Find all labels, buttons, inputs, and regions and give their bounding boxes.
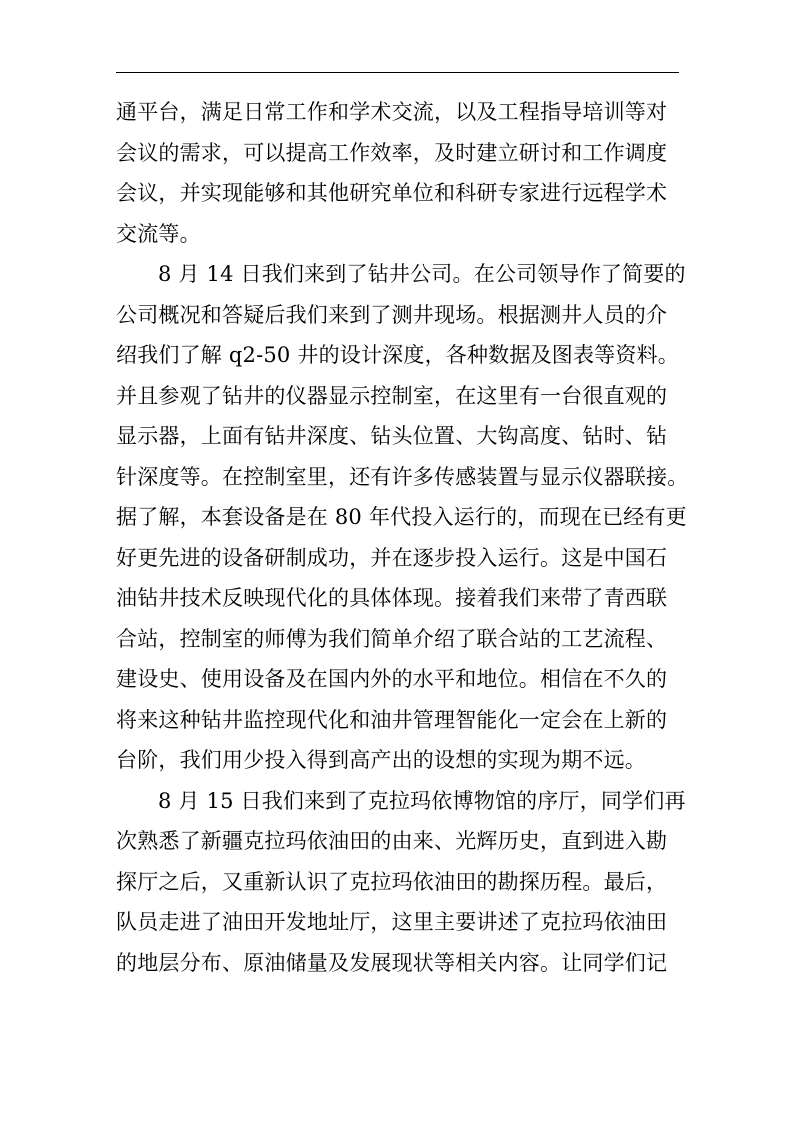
paragraph — [116, 254, 689, 781]
text-line: 队员走进了油田开发地址厅，这里主要讲述了克拉玛依油田 — [116, 910, 668, 934]
text-line: 针深度等。在控制室里，还有许多传感装置与显示仪器联接。 — [116, 464, 689, 489]
text-line: 据了解，本套设备是在 80 年代投入运行的，而现在已经有更 — [116, 505, 687, 529]
text-line: 的地层分布、原油储量及发展现状等相关内容。让同学们记 — [116, 950, 668, 975]
text-line: 油钻井技术反映现代化的具体体现。接着我们来带了青西联 — [116, 586, 668, 610]
page-body — [116, 92, 689, 983]
text-line: 并且参观了钻井的仪器显示控制室，在这里有一台很直观的 — [116, 383, 668, 408]
text-line: 通平台，满足日常工作和学术交流，以及工程指导培训等对 — [116, 100, 668, 124]
text-line: 建设史、使用设备及在国内外的水平和地位。相信在不久的 — [116, 667, 668, 691]
text-line: 将来这种钻井监控现代化和油井管理智能化一定会在上新的 — [116, 707, 668, 732]
text-line: 探厅之后，又重新认识了克拉玛依油田的勘探历程。最后， — [116, 869, 668, 894]
text-line: 会议，并实现能够和其他研究单位和科研专家进行远程学术 — [116, 181, 668, 205]
text-line: 公司概况和答疑后我们来到了测井现场。根据测井人员的介 — [116, 302, 668, 327]
text-line: 好更先进的设备研制成功，并在逐步投入运行。这是中国石 — [116, 545, 668, 570]
text-line: 会议的需求，可以提高工作效率，及时建立研讨和工作调度 — [116, 140, 668, 165]
text-line: 8 月 15 日我们来到了克拉玛依博物馆的序厅，同学们再 — [158, 788, 686, 813]
text-line: 合站，控制室的师傅为我们简单介绍了联合站的工艺流程、 — [116, 626, 668, 651]
text-line: 绍我们了解 q2-50 井的设计深度，各种数据及图表等资料。 — [116, 343, 679, 367]
header-rule — [116, 72, 679, 73]
text-line: 次熟悉了新疆克拉玛依油田的由来、光辉历史，直到进入勘 — [116, 829, 668, 853]
text-line: 显示器，上面有钻井深度、钻头位置、大钩高度、钻时、钻 — [116, 424, 668, 448]
paragraph — [116, 781, 686, 984]
text-line: 交流等。 — [116, 221, 201, 246]
text-line: 8 月 14 日我们来到了钻井公司。在公司领导作了简要的 — [158, 262, 686, 286]
text-line: 台阶，我们用少投入得到高产出的设想的实现为期不远。 — [116, 748, 646, 772]
paragraph — [116, 92, 679, 254]
